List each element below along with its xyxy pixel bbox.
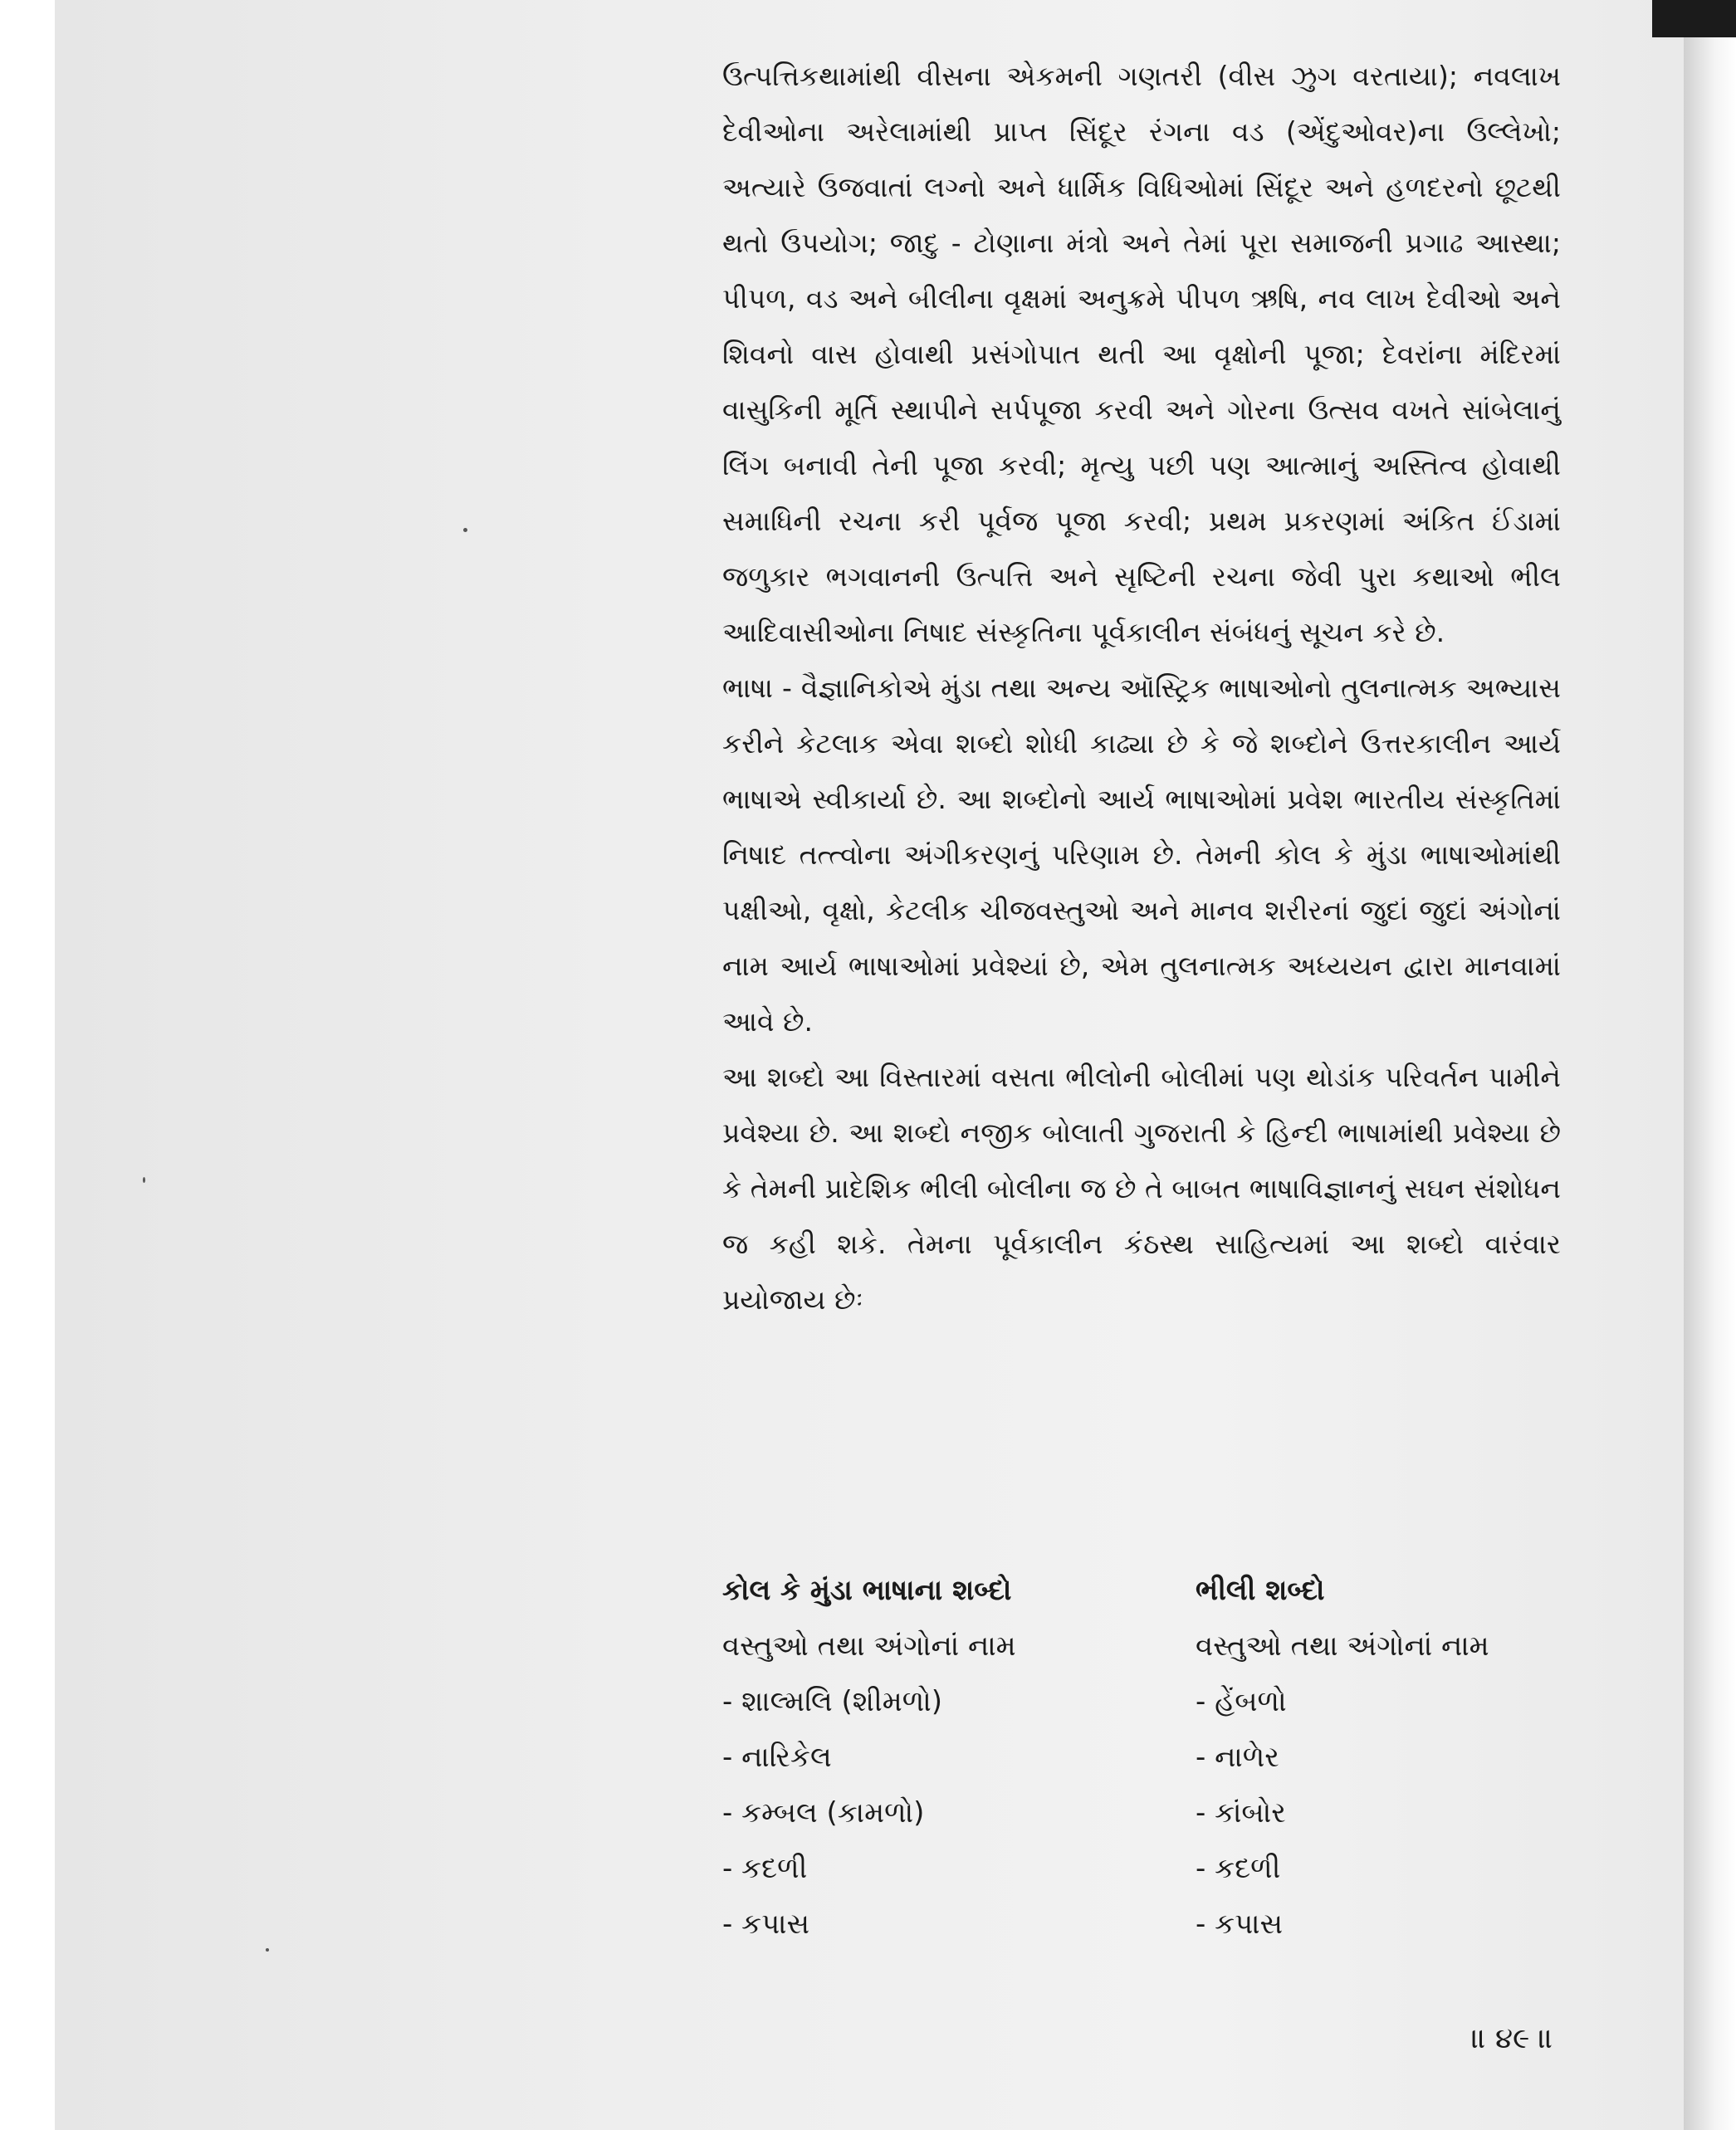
table-cell: - નાળેર bbox=[1196, 1741, 1279, 1774]
table-header-row bbox=[722, 1563, 1561, 1619]
table-row bbox=[722, 1897, 1561, 1952]
table-subheader: વસ્તુઓ તથા અંગોનાં નામ bbox=[1196, 1629, 1489, 1663]
scan-edge-dark bbox=[1652, 0, 1736, 37]
table-cell: - કપાસ bbox=[1196, 1908, 1284, 1941]
column-header-bhili: ભીલી શબ્દો bbox=[1196, 1574, 1325, 1607]
table-cell: - કદળી bbox=[1196, 1852, 1281, 1885]
table-cell: - નારિકેલ bbox=[722, 1741, 832, 1774]
scan-speck bbox=[143, 1177, 145, 1183]
scan-speck bbox=[266, 1948, 269, 1952]
scan-speck bbox=[463, 528, 467, 532]
table-cell: - કદળી bbox=[722, 1852, 808, 1885]
paragraph: ભાષા - વૈજ્ઞાનિકોએ મુંડા તથા અન્ય ઑસ્ટ્રિક ભાષાઓનો તુલનાત્મક અભ્યાસ કરીને કેટલાક એવા શબ્દો શોધી કાઢ્યા છે કે જે શબ્દોને ઉત્તરકાલીન આર્ય ભાષાએ સ્વીકાર્યા છે. આ શબ્દોનો આર્ય ભાષાઓમાં પ્રવેશ ભારતીય સંસ્કૃતિમાં નિષાદ તત્ત્વોના અંગીકરણનું પરિણામ છે. તેમની કોલ કે મુંડા ભાષાઓમાંથી પક્ષીઓ, વૃક્ષો, કેટલીક ચીજવસ્તુઓ અને માનવ શરીરનાં જુદાં જુદાં અંગોનાં નામ આર્ય ભાષાઓમાં પ્રવેશ્યાં છે, એમ તુલનાત્મક અધ્યયન દ્વારા માનવામાં આવે છે. bbox=[722, 672, 1561, 1038]
table-cell: - શાલ્મલિ (શીમળો) bbox=[722, 1685, 942, 1718]
paragraph: આ શબ્દો આ વિસ્તારમાં વસતા ભીલોની બોલીમાં પણ થોડાંક પરિવર્તન પામીને પ્રવેશ્યા છે. આ શબ્દો નજીક બોલાતી ગુજરાતી કે હિન્દી ભાષામાંથી પ્રવેશ્યા છે કે તેમની પ્રાદેશિક ભીલી બોલીના જ છે તે બાબત ભાષાવિજ્ઞાનનું સઘન સંશોધન જ કહી શકે. તેમના પૂર્વકાલીન કંઠસ્થ સાહિત્યમાં આ શબ્દો વારંવાર પ્રયોજાય છેઃ bbox=[722, 1061, 1561, 1316]
table-cell: - કપાસ bbox=[722, 1908, 810, 1941]
table-cell: - કમ્બલ (કામળો) bbox=[722, 1796, 925, 1830]
paragraph: ઉત્પત્તિકથામાંથી વીસના એકમની ગણતરી (વીસ ઝુગ વરતાયા); નવલાખ દેવીઓના અરેલામાંથી પ્રાપ્ત સિંદૂર રંગના વડ (એંદુઓવર)ના ઉલ્લેખો; અત્યારે ઉજવાતાં લગ્નો અને ધાર્મિક વિધિઓમાં સિંદૂર અને હળદરનો છૂટથી થતો ઉપયોગ; જાદુ - ટોણાના મંત્રો અને તેમાં પૂરા સમાજની પ્રગાઢ આસ્થા; પીપળ, વડ અને બીલીના વૃક્ષમાં અનુક્રમે પીપળ ઋષિ, નવ લાખ દેવીઓ અને શિવનો વાસ હોવાથી પ્રસંગોપાત થતી આ વૃક્ષોની પૂજા; દેવરાંના મંદિરમાં વાસુકિની મૂર્તિ સ્થાપીને સર્પપૂજા કરવી અને ગોરના ઉત્સવ વખતે સાંબેલાનું લિંગ બનાવી તેની પૂજા કરવી; મૃત્યુ પછી પણ આત્માનું અસ્તિત્વ હોવાથી સમાધિની રચના કરી પૂર્વજ પૂજા કરવી; પ્રથમ પ્રકરણમાં અંકિત ઈંડામાં જળુકાર ભગવાનની ઉત્પત્તિ અને સૃષ્ટિની રચના જેવી પુરા કથાઓ ભીલ આદિવાસીઓના નિષાદ સંસ્કૃતિના પૂર્વકાલીન સંબંધનું સૂચન કરે છે. bbox=[722, 60, 1561, 648]
table-row bbox=[722, 1841, 1561, 1897]
body-text bbox=[722, 48, 1561, 1327]
page-number: ॥ ૪૯ ॥ bbox=[1471, 2022, 1553, 2055]
table-row bbox=[722, 1730, 1561, 1786]
table-row bbox=[722, 1674, 1561, 1730]
word-comparison-table bbox=[722, 1563, 1561, 1952]
table-cell: - હેંબળો bbox=[1196, 1685, 1287, 1718]
table-subheader-row bbox=[722, 1619, 1561, 1674]
table-subheader: વસ્તુઓ તથા અંગોનાં નામ bbox=[722, 1629, 1016, 1663]
page-edge-strip bbox=[1684, 37, 1736, 2130]
table-row bbox=[722, 1786, 1561, 1841]
table-cell: - કાંબોર bbox=[1196, 1796, 1286, 1830]
column-header-kol-munda: કોલ કે મુંડા ભાષાના શબ્દો bbox=[722, 1574, 1012, 1607]
